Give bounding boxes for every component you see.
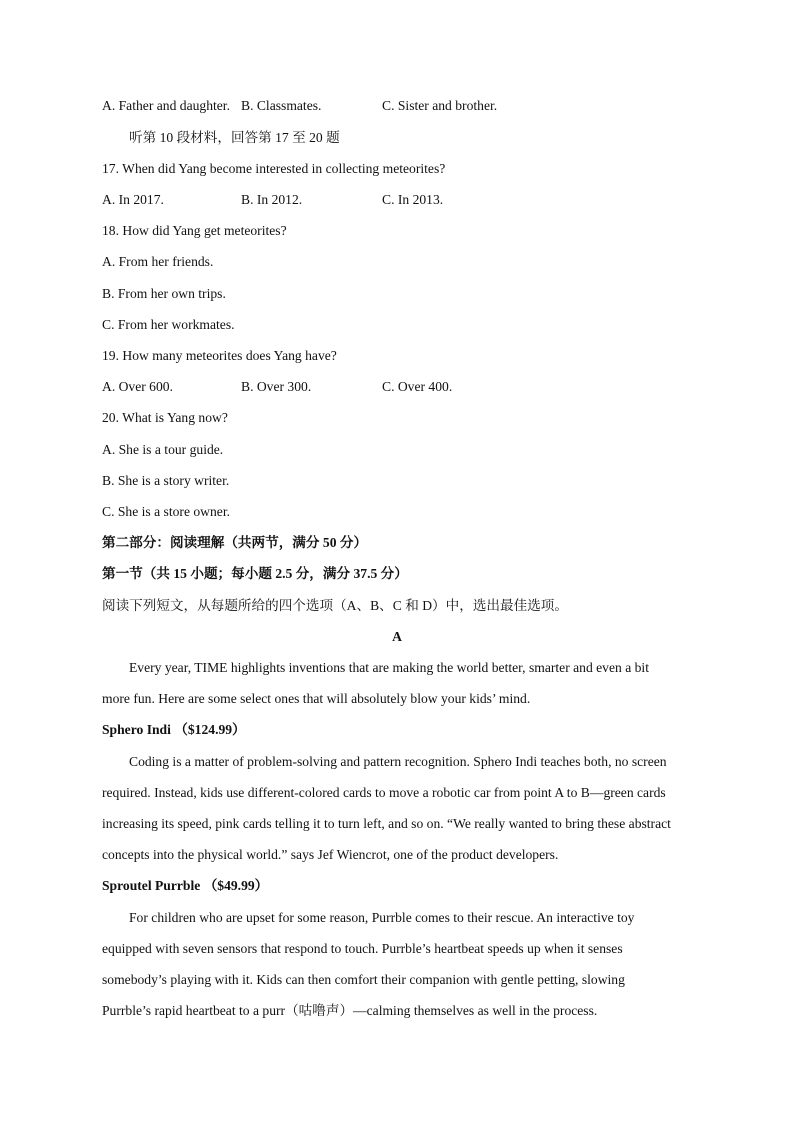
product1-line-3: increasing its speed, pink cards telling it to turn left, and so on. “We really wanted to bring these abstract <box>102 816 671 831</box>
q16-option-c: C. Sister and brother. <box>382 98 498 113</box>
q17-question: 17. When did Yang become interested in collecting meteorites? <box>102 161 446 176</box>
q20-question: 20. What is Yang now? <box>102 410 228 425</box>
instructions: 阅读下列短文，从每题所给的四个选项（A、B、C 和 D）中，选出最佳选项。 <box>102 598 568 613</box>
q16-option-b: B. Classmates. <box>241 98 322 113</box>
q17-option-c: C. In 2013. <box>382 192 444 207</box>
q17-option-a: A. In 2017. <box>102 192 164 207</box>
product1-line-4: concepts into the physical world.” says Jef Wiencrot, one of the product developers. <box>102 847 559 862</box>
q17-options <box>102 192 702 208</box>
q18-option-a: A. From her friends. <box>102 254 214 269</box>
passage-label: A <box>392 629 402 644</box>
q20-option-a: A. She is a tour guide. <box>102 442 224 457</box>
section1-heading: 第一节（共 15 小题；每小题 2.5 分，满分 37.5 分） <box>102 566 408 581</box>
product2-line-4: Purrble’s rapid heartbeat to a purr（咕噜声）—calming themselves as well in the process. <box>102 1003 598 1018</box>
intro-line-1: Every year, TIME highlights inventions that are making the world better, smarter and even a bit <box>129 660 649 675</box>
q18-option-c: C. From her workmates. <box>102 317 235 332</box>
q16-option-a: A. Father and daughter. <box>102 98 230 113</box>
q18-option-b: B. From her own trips. <box>102 286 226 301</box>
intro-line-2: more fun. Here are some select ones that will absolutely blow your kids’ mind. <box>102 691 531 706</box>
product2-line-3: somebody’s playing with it. Kids can then comfort their companion with gentle petting, slowing <box>102 972 625 987</box>
product1-line-2: required. Instead, kids use different-colored cards to move a robotic car from point A to B—green cards <box>102 785 666 800</box>
q19-option-b: B. Over 300. <box>241 379 312 394</box>
product2-heading: Sproutel Purrble （$49.99） <box>102 878 269 893</box>
q19-question: 19. How many meteorites does Yang have? <box>102 348 337 363</box>
q20-option-c: C. She is a store owner. <box>102 504 230 519</box>
q16-options <box>102 98 702 114</box>
q19-option-c: C. Over 400. <box>382 379 453 394</box>
part2-heading: 第二部分：阅读理解（共两节，满分 50 分） <box>102 535 368 550</box>
product2-line-1: For children who are upset for some reason, Purrble comes to their rescue. An interactive toy <box>129 910 635 925</box>
product2-line-2: equipped with seven sensors that respond to touch. Purrble’s heartbeat speeds up when it senses <box>102 941 623 956</box>
product1-line-1: Coding is a matter of problem-solving and pattern recognition. Sphero Indi teaches both, no screen <box>129 754 667 769</box>
section10-heading: 听第 10 段材料，回答第 17 至 20 题 <box>129 130 340 145</box>
q18-question: 18. How did Yang get meteorites? <box>102 223 287 238</box>
q19-option-a: A. Over 600. <box>102 379 173 394</box>
q17-option-b: B. In 2012. <box>241 192 303 207</box>
q19-options <box>102 379 702 395</box>
product1-heading: Sphero Indi （$124.99） <box>102 722 246 737</box>
q20-option-b: B. She is a story writer. <box>102 473 230 488</box>
